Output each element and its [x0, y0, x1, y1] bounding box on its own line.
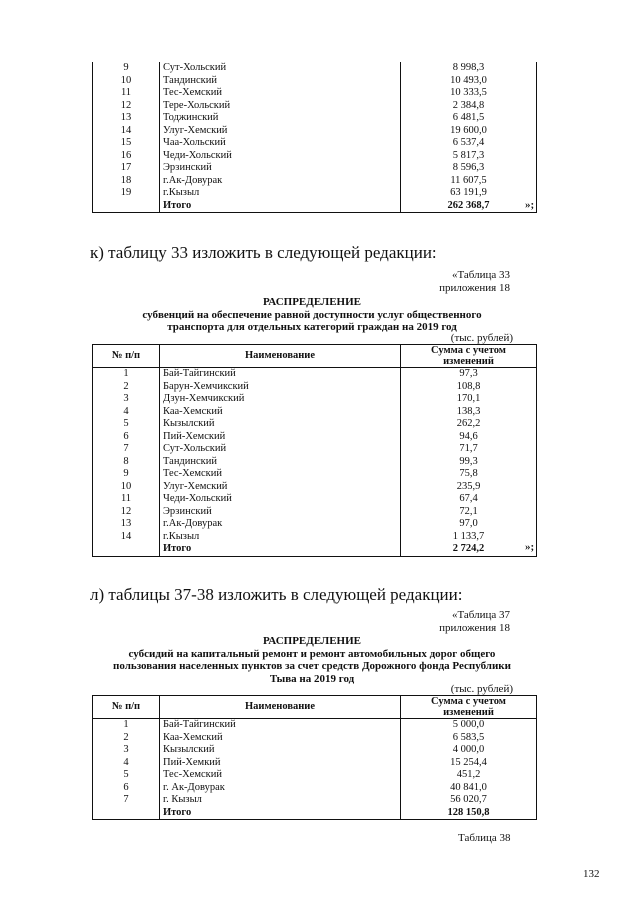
row-number: 5: [93, 418, 160, 431]
subheading-line: субвенций на обеспечение равной доступности услуг общественного: [142, 308, 482, 321]
col-header-number: № п/п: [93, 345, 160, 368]
table-ref-line: «Таблица 37: [451, 609, 510, 621]
row-number: 3: [93, 744, 160, 757]
row-number: 13: [93, 518, 160, 531]
table-row: [93, 125, 537, 138]
row-number: 4: [93, 757, 160, 770]
table-title-l: [92, 635, 532, 685]
subheading-line: пользования населенных пунктов за счет средств Дорожного фонда Республики: [113, 660, 511, 672]
row-name: г. Кызыл: [163, 794, 202, 805]
row-sum: 6 481,5: [401, 112, 537, 125]
row-name: Бай-Тайгинский: [163, 368, 236, 379]
table-row: [93, 456, 537, 469]
row-sum: 10 493,0: [401, 75, 537, 88]
row-sum: 451,2: [401, 769, 537, 782]
row-sum: 94,6: [401, 431, 537, 444]
row-name: Эрзинский: [163, 162, 212, 173]
next-table-label: Таблица 38: [458, 832, 511, 844]
total-value: 128 150,8: [401, 807, 537, 820]
row-number: 14: [93, 531, 160, 544]
row-number: 8: [93, 456, 160, 469]
row-sum: 6 583,5: [401, 732, 537, 745]
table-ref-line: «Таблица 33: [451, 269, 510, 281]
instruction-l: л) таблицы 37-38 изложить в следующей редакции:: [90, 585, 463, 604]
row-sum: 72,1: [401, 506, 537, 519]
row-sum: 1 133,7: [401, 531, 537, 544]
row-name: Эрзинский: [163, 505, 212, 517]
row-number: 15: [93, 137, 160, 150]
row-name: г.Кызыл: [163, 530, 200, 542]
row-name: г.Ак-Довурак: [163, 174, 223, 186]
row-number: [93, 543, 160, 556]
row-sum: 6 537,4: [401, 137, 537, 150]
table-row: [93, 431, 537, 444]
row-name: Каа-Хемский: [163, 405, 223, 417]
table-row: [93, 744, 537, 757]
subheading-line: Тыва на 2019 год: [269, 672, 355, 685]
row-sum: 99,3: [401, 456, 537, 469]
row-sum: 8 998,3: [401, 62, 537, 75]
table-row: [93, 150, 537, 163]
row-sum: 97,0: [401, 518, 537, 531]
row-name: Чеди-Хольский: [163, 149, 232, 161]
row-name: Тандинский: [163, 455, 218, 467]
row-number: 7: [93, 794, 160, 807]
row-number: 12: [93, 100, 160, 113]
row-name: Тес-Хемский: [163, 87, 222, 98]
row-name: Дзун-Хемчикский: [163, 393, 245, 404]
table-ref-l: [360, 609, 510, 635]
col-header-sum-line: Сумма с учетом: [431, 696, 506, 707]
table-row: [93, 468, 537, 481]
table-33: [92, 344, 537, 557]
table-row: [93, 481, 537, 494]
table-row: [93, 506, 537, 519]
table-row: [93, 75, 537, 88]
row-name: Тере-Хольский: [163, 99, 231, 111]
row-name: Чаа-Хольский: [163, 137, 226, 148]
row-name: Пий-Хемский: [163, 430, 226, 442]
row-name: Сут-Хольский: [163, 443, 227, 454]
row-name: Каа-Хемский: [163, 731, 223, 743]
row-number: 10: [93, 481, 160, 494]
row-number: 6: [93, 782, 160, 795]
row-sum: 108,8: [401, 381, 537, 394]
row-number: 6: [93, 431, 160, 444]
row-sum: 15 254,4: [401, 757, 537, 770]
row-name: Тес-Хемский: [163, 468, 222, 479]
row-sum: 138,3: [401, 406, 537, 419]
appendix-ref-line: приложения 18: [439, 282, 510, 294]
table-row: [93, 162, 537, 175]
closing-quote-mark: »;: [525, 541, 535, 553]
row-number: 9: [93, 62, 160, 75]
row-sum: 8 596,3: [401, 162, 537, 175]
table-row: [93, 406, 537, 419]
unit-label: (тыс. рублей): [450, 332, 513, 344]
row-number: 1: [93, 719, 160, 732]
table-row: [93, 381, 537, 394]
closing-quote-mark: »;: [525, 199, 535, 211]
row-sum: 67,4: [401, 493, 537, 506]
unit-label: (тыс. рублей): [450, 683, 513, 695]
table-37: [92, 695, 537, 820]
total-value: 262 368,7: [401, 200, 537, 213]
row-sum: 71,7: [401, 443, 537, 456]
row-number: 2: [93, 381, 160, 394]
col-header-sum-line: Сумма с учетом: [431, 345, 506, 356]
table-title-k: [92, 296, 532, 334]
table-row: [93, 531, 537, 544]
row-number: 7: [93, 443, 160, 456]
table-total-row: [93, 200, 537, 213]
table-row: [93, 100, 537, 113]
table-row: [93, 418, 537, 431]
col-header-number: № п/п: [93, 696, 160, 719]
appendix-ref-line: приложения 18: [439, 622, 510, 634]
table-row: [93, 87, 537, 100]
heading: РАСПРЕДЕЛЕНИЕ: [262, 635, 361, 647]
table-row: [93, 493, 537, 506]
row-number: 18: [93, 175, 160, 188]
row-number: 19: [93, 187, 160, 200]
total-label: Итого: [160, 200, 401, 213]
row-sum: 5 000,0: [401, 719, 537, 732]
row-sum: 11 607,5: [401, 175, 537, 188]
table-body: [93, 368, 537, 557]
table-row: [93, 732, 537, 745]
total-label: Итого: [160, 807, 401, 820]
table-row: [93, 112, 537, 125]
row-name: г.Ак-Довурак: [163, 518, 223, 529]
row-name: Кызылский: [163, 418, 215, 429]
row-number: 5: [93, 769, 160, 782]
row-sum: 2 384,8: [401, 100, 537, 113]
row-name: Улуг-Хемский: [163, 124, 228, 136]
table-body: [93, 719, 537, 820]
table-row: [93, 137, 537, 150]
row-sum: 170,1: [401, 393, 537, 406]
col-header-sum: [401, 696, 537, 719]
table-row: [93, 187, 537, 200]
row-name: Тандинский: [163, 74, 218, 86]
table-total-row: [93, 807, 537, 820]
row-sum: 262,2: [401, 418, 537, 431]
row-number: 14: [93, 125, 160, 138]
page-number: 132: [583, 868, 600, 880]
col-header-name: Наименование: [160, 345, 401, 368]
total-value: 2 724,2: [401, 543, 537, 556]
table-row: [93, 443, 537, 456]
table-row: [93, 794, 537, 807]
row-name: Тоджинский: [163, 112, 219, 123]
row-name: Улуг-Хемский: [163, 480, 228, 492]
table-row: [93, 782, 537, 795]
table-row: [93, 518, 537, 531]
row-number: 10: [93, 75, 160, 88]
row-number: 3: [93, 393, 160, 406]
row-sum: 75,8: [401, 468, 537, 481]
row-sum: 5 817,3: [401, 150, 537, 163]
col-header-sum-line: изменений: [443, 707, 494, 718]
row-number: [93, 200, 160, 213]
table-row: [93, 175, 537, 188]
row-name: Бай-Тайгинский: [163, 719, 236, 730]
row-sum: 4 000,0: [401, 744, 537, 757]
heading: РАСПРЕДЕЛЕНИЕ: [262, 296, 361, 308]
table-row: [93, 62, 537, 75]
row-sum: 40 841,0: [401, 782, 537, 795]
table-body: [93, 62, 537, 213]
row-number: 1: [93, 368, 160, 381]
row-name: Тес-Хемский: [163, 769, 222, 780]
col-header-name: Наименование: [160, 696, 401, 719]
table-row: [93, 368, 537, 381]
row-sum: 97,3: [401, 368, 537, 381]
subheading-line: субсидий на капитальный ремонт и ремонт автомобильных дорог общего: [128, 647, 496, 660]
row-number: 16: [93, 150, 160, 163]
row-name: Сут-Хольский: [163, 62, 227, 73]
col-header-sum-line: изменений: [443, 356, 494, 367]
row-name: г. Ак-Довурак: [163, 781, 225, 793]
col-header-sum: [401, 345, 537, 368]
row-sum: 19 600,0: [401, 125, 537, 138]
table-row: [93, 769, 537, 782]
row-name: г.Кызыл: [163, 187, 200, 198]
row-sum: 10 333,5: [401, 87, 537, 100]
total-label: Итого: [160, 543, 401, 556]
instruction-k: к) таблицу 33 изложить в следующей редакции:: [90, 243, 437, 262]
row-number: 11: [93, 87, 160, 100]
row-number: 17: [93, 162, 160, 175]
row-number: 4: [93, 406, 160, 419]
table-row: [93, 719, 537, 732]
row-sum: 63 191,9: [401, 187, 537, 200]
row-number: 11: [93, 493, 160, 506]
subheading-line: транспорта для отдельных категорий граждан на 2019 год: [167, 321, 457, 333]
row-name: Барун-Хемчикский: [163, 380, 249, 392]
table-total-row: [93, 543, 537, 556]
table-row: [93, 393, 537, 406]
row-name: Чеди-Хольский: [163, 493, 232, 504]
row-number: 2: [93, 732, 160, 745]
row-sum: 56 020,7: [401, 794, 537, 807]
row-name: Кызылский: [163, 744, 215, 755]
row-sum: 235,9: [401, 481, 537, 494]
row-name: Пий-Хемкий: [163, 756, 221, 768]
table-ref-k: [360, 269, 510, 295]
row-number: [93, 807, 160, 820]
row-number: 12: [93, 506, 160, 519]
row-number: 9: [93, 468, 160, 481]
table-row: [93, 757, 537, 770]
row-number: 13: [93, 112, 160, 125]
table-previous-tail: [92, 62, 537, 213]
